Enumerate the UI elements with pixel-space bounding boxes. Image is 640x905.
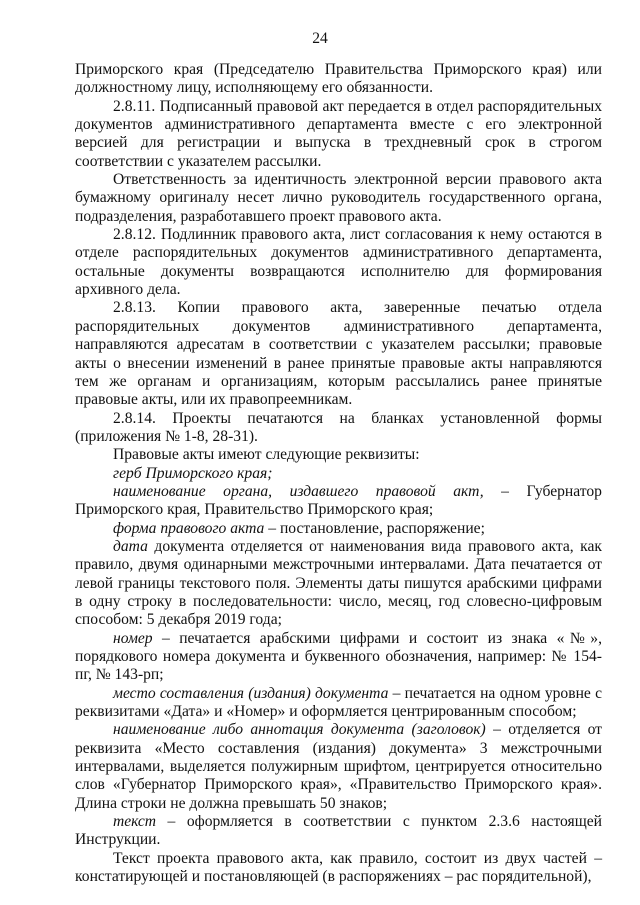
requisite-term: наименование либо аннотация документа (заголовок) (113, 721, 486, 739)
paragraph-text: Ответственность за идентичность электронной версии правового акта бумажному оригиналу несет лично руководитель государственного органа, подразделения, разработавшего проект правового акта. (75, 171, 602, 225)
requisite-text: – печатается на одном уровне с реквизитами «Дата» и «Номер» и оформляется центрированным способом; (75, 684, 602, 721)
requisite-text: документа отделяется от наименования вида правового акта, как правило, двумя одинарными межстрочными интервалами. Дата печатается от левой границы текстового поля. Элементы даты пишутся арабскими цифрами в одну строку в последовательности: число, месяц, год словесно-цифровым способом: 5 декабря 2019 года; (75, 537, 602, 629)
paragraph (75, 299, 602, 409)
paragraph (75, 446, 602, 464)
requisite-term: номер (113, 629, 153, 647)
requisite-item (75, 483, 602, 520)
paragraph (75, 171, 602, 226)
paragraph (75, 410, 602, 447)
paragraph-text: 2.8.11. Подписанный правовой акт передается в отдел распорядительных документов административного департамента вместе с его электронной версией для регистрации и выпуска в трехдневный срок в строгом соответствии с указателем рассылки. (75, 97, 602, 170)
requisite-text: – печатается арабскими цифрами и состоит из знака «№», порядкового номера документа и буквенного обозначения, например: № 154-пг, № 143-рп; (75, 629, 602, 684)
requisite-term: наименование органа, издавшего правовой акт, (113, 482, 484, 500)
page-number: 24 (312, 30, 328, 47)
requisite-term: дата (113, 537, 148, 555)
requisite-text: – постановление, распоряжение; (264, 519, 485, 537)
requisite-text: – Губернатор Приморского края, Правительство Приморского края; (75, 482, 602, 519)
requisite-item (75, 813, 602, 850)
paragraph-text: 2.8.13. Копии правового акта, заверенные печатью отдела распорядительных документов административного департамента, направляются адресатам в соответствии с указателем рассылки; правовые акты о внесении изменений в ранее принятые правовые акты направляются тем же органам и организациям, которым рассылались ранее принятые правовые акты, или их правопреемникам. (75, 299, 602, 409)
paragraph (75, 226, 602, 299)
paragraph-text: Правовые акты имеют следующие реквизиты: (113, 446, 420, 464)
requisite-term: место составления (издания) документа (113, 684, 389, 702)
requisite-item (75, 520, 602, 538)
paragraph (75, 850, 602, 887)
requisite-term: форма правового акта (113, 519, 265, 537)
paragraph-text: 2.8.14. Проекты печатаются на бланках установленной формы (приложения № 1-8, 28-31). (75, 409, 602, 445)
requisite-text: – отделяется от реквизита «Место составления (издания) документа» 3 межстрочными интервалами, выделяется полужирным шрифтом, центрируется относительно слов «Губернатор Приморского края», «Правительство Приморского края». Длина строки не должна превышать 50 знаков; (75, 721, 602, 812)
paragraph (75, 61, 602, 98)
requisite-text: – оформляется в соответствии с пунктом 2.3.6 настоящей Инструкции. (75, 813, 602, 849)
requisite-item (75, 685, 602, 722)
paragraph-text: Текст проекта правового акта, как правило, состоит из двух частей – констатирующей и постановляющей (в распоряжениях – рас порядительной), (75, 849, 602, 886)
document-body (75, 61, 602, 886)
paragraph-text: 2.8.12. Подлинник правового акта, лист согласования к нему остаются в отделе распорядительных документов административного департамента, остальные документы возвращаются исполнителю для формирования архивного дела. (75, 226, 602, 299)
requisite-item (75, 721, 602, 813)
requisite-term: герб Приморского края; (113, 464, 273, 482)
paragraph-text: Приморского края (Председателю Правительства Приморского края) или должностному лицу, исполняющему его обязанности. (75, 61, 602, 97)
requisite-term: текст (113, 813, 157, 831)
requisite-item (75, 538, 602, 630)
requisite-item (75, 465, 602, 483)
requisite-item (75, 630, 602, 685)
paragraph (75, 98, 602, 171)
